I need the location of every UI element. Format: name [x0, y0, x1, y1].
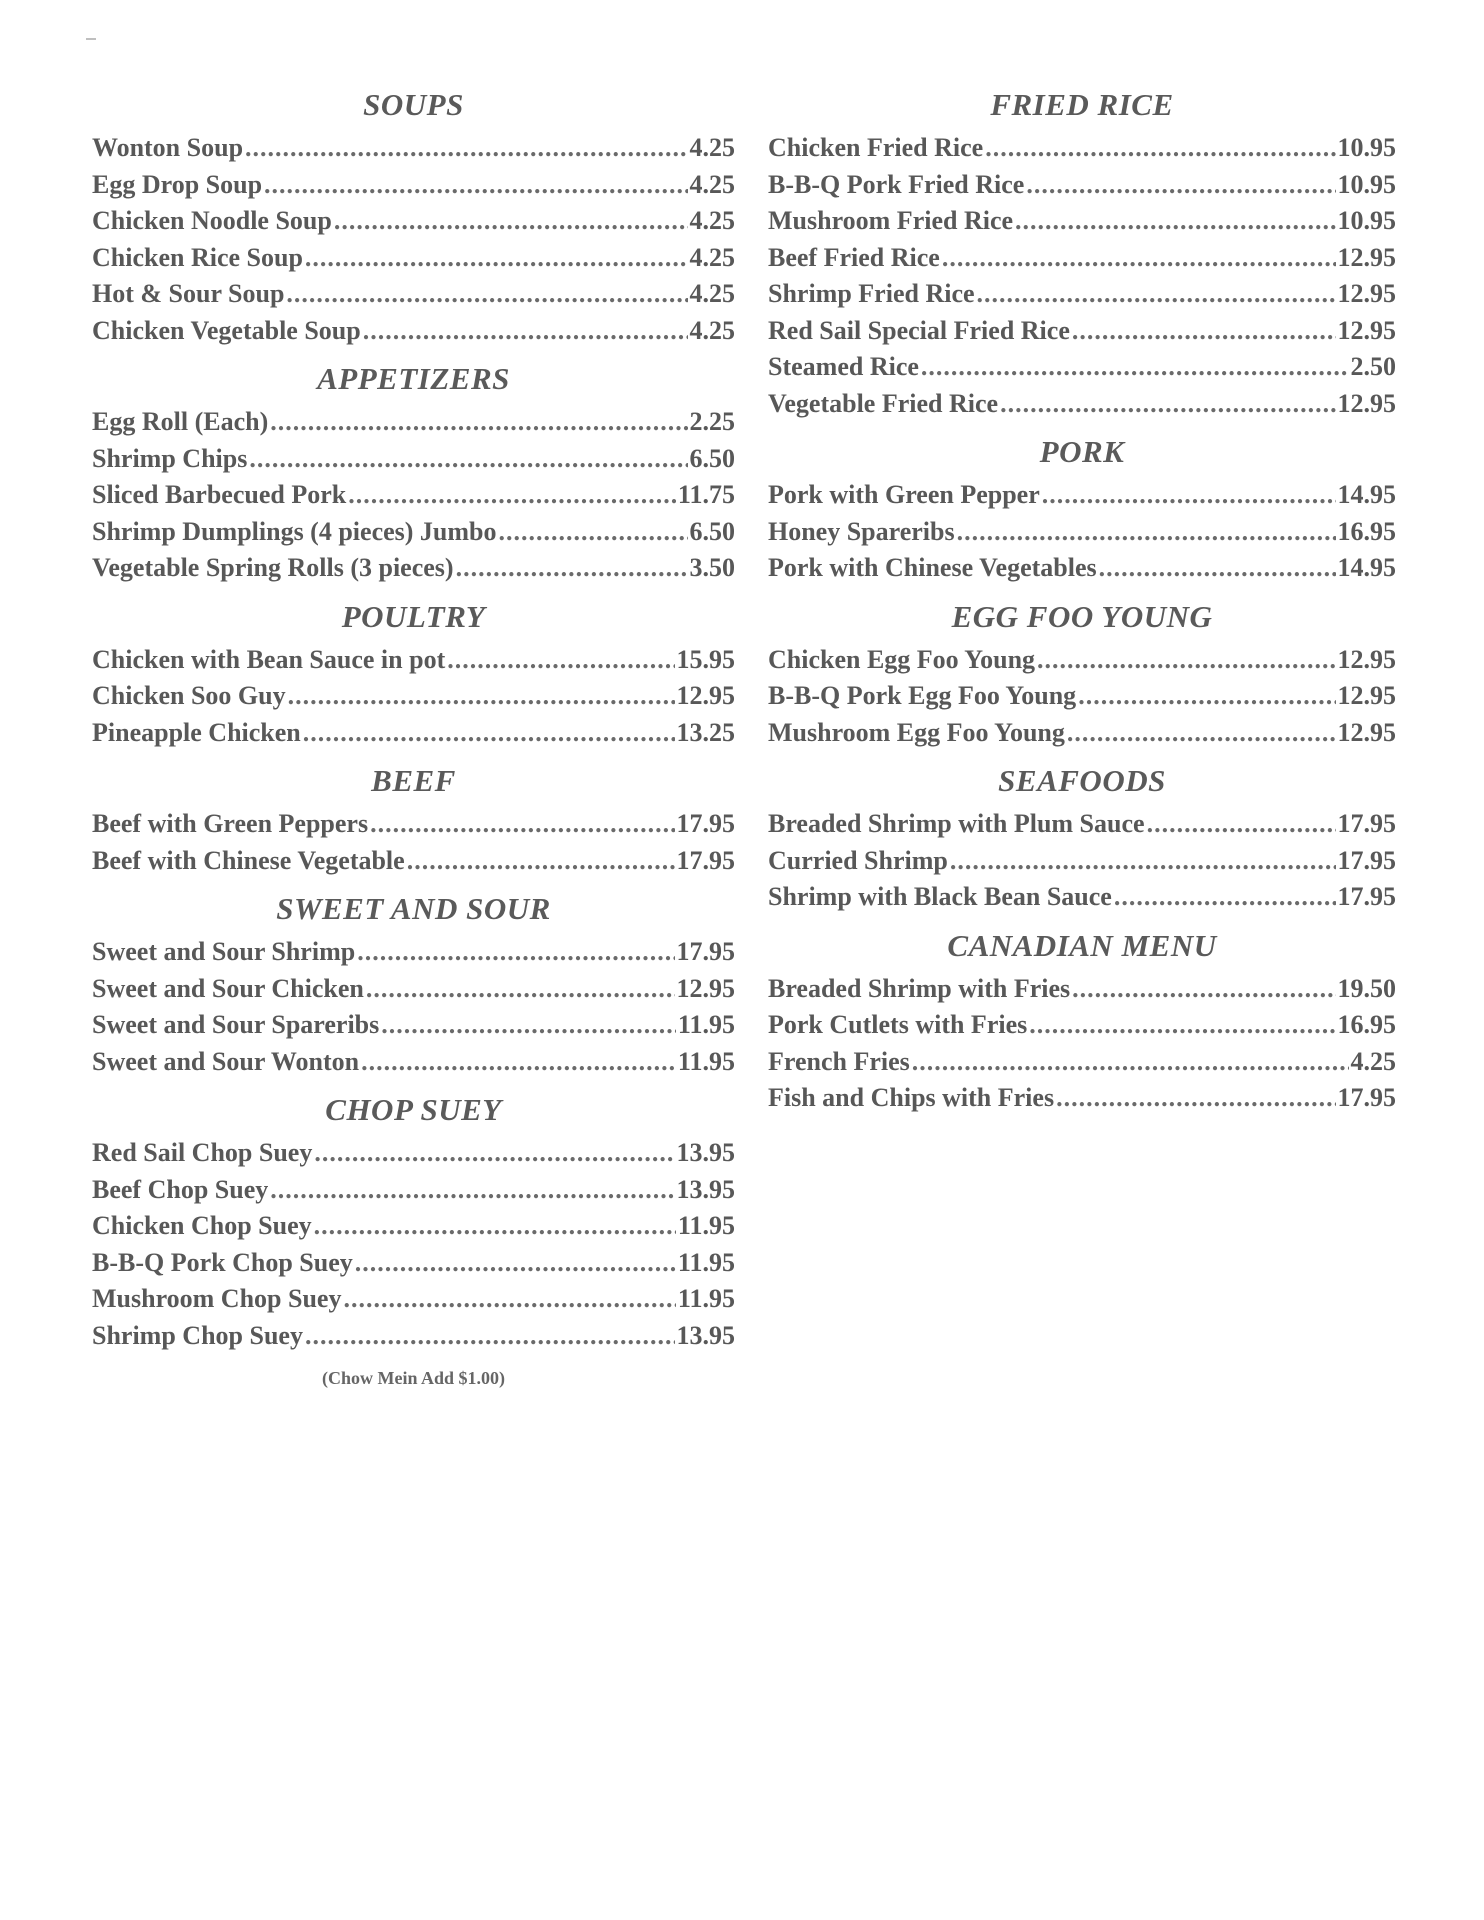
menu-item: [768, 276, 1396, 313]
menu-item-name: Chicken Vegetable Soup: [92, 315, 361, 345]
section-title-seafoods: SEAFOODS: [998, 763, 1166, 798]
section-title-canadian-menu: CANADIAN MENU: [947, 927, 1217, 963]
menu-item-price: 14.95: [1337, 553, 1396, 582]
dot-leader: [957, 514, 1336, 551]
section-title-chop-suey: CHOP SUEY: [325, 1092, 502, 1127]
dot-leader: [245, 130, 687, 167]
menu-item-price: 11.95: [677, 1046, 735, 1076]
menu-item-name: French Fries: [768, 1046, 910, 1076]
dot-leader: [447, 642, 674, 679]
menu-item: [768, 806, 1396, 843]
menu-item-price: 11.95: [677, 1247, 735, 1277]
dot-leader: [355, 1245, 676, 1282]
dot-leader: [348, 477, 676, 514]
menu-item-name: Mushroom Chop Suey: [92, 1284, 342, 1313]
dot-leader: [305, 240, 688, 277]
menu-item: [92, 971, 735, 1008]
menu-item: [92, 203, 735, 240]
menu-item-price: 15.95: [676, 644, 735, 674]
section-title-fried-rice: FRIED RICE: [990, 87, 1174, 122]
section-title-poultry: POULTRY: [341, 598, 486, 634]
menu-item-price: 16.95: [1337, 516, 1396, 546]
dot-leader: [286, 276, 687, 313]
menu-item-name: Breaded Shrimp with Plum Sauce: [768, 809, 1145, 838]
menu-item: [92, 1172, 735, 1209]
menu-item: [92, 240, 735, 277]
right-menu-column: [768, 80, 1396, 1121]
menu-item: [92, 1007, 735, 1044]
section-title-egg-foo-young: EGG FOO YOUNG: [951, 598, 1213, 634]
menu-item-price: 10.95: [1337, 206, 1396, 235]
menu-item: [92, 715, 735, 752]
menu-item-name: Beef Chop Suey: [92, 1174, 269, 1204]
menu-item: [768, 313, 1396, 350]
menu-item: [92, 167, 735, 204]
menu-item-name: Sliced Barbecued Pork: [92, 480, 347, 509]
menu-section-sweet-and-sour: [92, 934, 735, 1080]
menu-item-price: 3.50: [689, 553, 735, 582]
menu-item-name: Honey Spareribs: [768, 516, 955, 546]
menu-item-name: Hot & Sour Soup: [92, 279, 285, 308]
menu-item: [768, 879, 1396, 916]
scan-speck: [86, 38, 96, 40]
menu-item: [768, 386, 1396, 423]
menu-item-name: Pork with Green Pepper: [768, 480, 1040, 509]
menu-item-price: 17.95: [676, 845, 735, 875]
dot-leader: [270, 404, 687, 441]
menu-item-price: 6.50: [689, 443, 735, 473]
dot-leader: [1072, 971, 1335, 1008]
menu-item-price: 10.95: [1337, 169, 1396, 199]
dot-leader: [303, 715, 675, 752]
menu-item-name: Sweet and Sour Wonton: [92, 1046, 360, 1076]
menu-item: [768, 971, 1396, 1008]
dot-leader: [343, 1281, 675, 1318]
menu-item-price: 13.25: [676, 717, 735, 747]
menu-item: [92, 313, 735, 350]
menu-item-name: Chicken Soo Guy: [92, 681, 286, 710]
menu-item: [92, 642, 735, 679]
dot-leader: [1056, 1080, 1335, 1117]
dot-leader: [305, 1318, 675, 1355]
menu-item: [92, 404, 735, 441]
menu-item-name: Chicken Rice Soup: [92, 242, 303, 272]
menu-item-price: 13.95: [676, 1174, 735, 1204]
menu-item: [92, 678, 735, 715]
dot-leader: [1147, 806, 1336, 843]
menu-item-price: 4.25: [689, 169, 735, 199]
menu-item-name: Chicken with Bean Sauce in pot: [92, 644, 446, 674]
dot-leader: [1015, 203, 1335, 240]
menu-item-price: 12.95: [1337, 681, 1396, 710]
menu-item: [92, 441, 735, 478]
menu-item-price: 2.50: [1350, 352, 1396, 381]
dot-leader: [1026, 167, 1335, 204]
dot-leader: [361, 1044, 676, 1081]
menu-item-price: 17.95: [676, 809, 735, 838]
menu-item-price: 12.95: [1337, 388, 1396, 418]
menu-item-name: Shrimp Fried Rice: [768, 279, 975, 308]
menu-item-price: 6.50: [689, 516, 735, 546]
menu-item-price: 13.95: [676, 1138, 735, 1167]
menu-item: [92, 1135, 735, 1172]
menu-item: [768, 203, 1396, 240]
menu-item: [92, 1281, 735, 1318]
menu-item-name: B-B-Q Pork Chop Suey: [92, 1247, 353, 1277]
dot-leader: [456, 550, 688, 587]
menu-item-price: 10.95: [1337, 133, 1396, 162]
menu-item-name: Chicken Egg Foo Young: [768, 644, 1036, 674]
dot-leader: [499, 514, 688, 551]
dot-leader: [288, 678, 675, 715]
dot-leader: [381, 1007, 676, 1044]
menu-item: [768, 349, 1396, 386]
menu-item: [92, 477, 735, 514]
menu-item-name: Red Sail Special Fried Rice: [768, 315, 1070, 345]
menu-item-price: 2.25: [689, 407, 735, 436]
menu-item: [92, 514, 735, 551]
dot-leader: [270, 1172, 674, 1209]
menu-item-price: 14.95: [1337, 480, 1396, 509]
menu-item-price: 12.95: [676, 681, 735, 710]
menu-item-price: 12.95: [1337, 717, 1396, 747]
dot-leader: [1042, 477, 1336, 514]
menu-item-price: 4.25: [1350, 1046, 1396, 1076]
dot-leader: [249, 441, 687, 478]
menu-item-price: 12.95: [1337, 644, 1396, 674]
menu-section-canadian-menu: [768, 971, 1396, 1117]
dot-leader: [366, 971, 675, 1008]
dot-leader: [977, 276, 1336, 313]
menu-item: [768, 514, 1396, 551]
dot-leader: [942, 240, 1336, 277]
menu-item-name: Wonton Soup: [92, 133, 244, 162]
menu-item-name: Mushroom Fried Rice: [768, 206, 1014, 235]
section-title-soups: SOUPS: [363, 87, 464, 122]
menu-item: [92, 934, 735, 971]
menu-item-name: Shrimp Chop Suey: [92, 1320, 303, 1350]
menu-item: [768, 678, 1396, 715]
menu-item-price: 17.95: [1337, 809, 1396, 838]
menu-item-name: Shrimp Chips: [92, 443, 248, 473]
menu-item-name: Vegetable Fried Rice: [768, 388, 999, 418]
dot-leader: [1072, 313, 1336, 350]
menu-item: [92, 1318, 735, 1355]
dot-leader: [314, 1135, 674, 1172]
menu-item-price: 17.95: [1337, 882, 1396, 911]
menu-section-seafoods: [768, 806, 1396, 916]
dot-leader: [921, 349, 1349, 386]
menu-item-name: Sweet and Sour Shrimp: [92, 937, 356, 966]
menu-item: [92, 806, 735, 843]
dot-leader: [1037, 642, 1335, 679]
menu-item-name: Breaded Shrimp with Fries: [768, 973, 1071, 1003]
menu-item-name: Chicken Noodle Soup: [92, 206, 332, 235]
menu-item-name: Chicken Chop Suey: [92, 1211, 312, 1240]
menu-item-name: Sweet and Sour Spareribs: [92, 1010, 380, 1039]
menu-item-price: 17.95: [1337, 1083, 1396, 1112]
menu-item-name: Egg Drop Soup: [92, 169, 263, 199]
dot-leader: [334, 203, 688, 240]
menu-item: [92, 550, 735, 587]
dot-leader: [357, 934, 674, 971]
menu-section-fried-rice: [768, 130, 1396, 422]
menu-section-beef: [92, 806, 735, 879]
menu-item-name: Beef with Chinese Vegetable: [92, 845, 405, 875]
menu-item-name: Mushroom Egg Foo Young: [768, 717, 1065, 747]
menu-item-name: Curried Shrimp: [768, 845, 948, 875]
section-title-pork: PORK: [1039, 434, 1125, 469]
section-title-sweet-and-sour: SWEET AND SOUR: [276, 891, 551, 926]
menu-item-price: 4.25: [689, 315, 735, 345]
menu-item-name: Fish and Chips with Fries: [768, 1083, 1055, 1112]
menu-item-price: 12.95: [1337, 242, 1396, 272]
menu-item-name: Shrimp with Black Bean Sauce: [768, 882, 1112, 911]
menu-item-price: 11.75: [677, 480, 735, 509]
dot-leader: [264, 167, 687, 204]
dot-leader: [985, 130, 1335, 167]
menu-item-name: Chicken Fried Rice: [768, 133, 984, 162]
menu-item-price: 4.25: [689, 242, 735, 272]
dot-leader: [1099, 550, 1336, 587]
menu-item: [768, 1007, 1396, 1044]
menu-item-name: Vegetable Spring Rolls (3 pieces): [92, 553, 454, 582]
menu-item-name: Shrimp Dumplings (4 pieces) Jumbo: [92, 516, 497, 546]
menu-item-name: Sweet and Sour Chicken: [92, 973, 364, 1003]
menu-section-poultry: [92, 642, 735, 752]
dot-leader: [407, 843, 675, 880]
menu-item: [768, 843, 1396, 880]
section-title-beef: BEEF: [371, 763, 456, 798]
menu-item-price: 11.95: [677, 1010, 735, 1039]
menu-item: [768, 240, 1396, 277]
menu-item-name: Beef with Green Peppers: [92, 809, 369, 838]
menu-item-price: 4.25: [689, 133, 735, 162]
menu-item-price: 11.95: [677, 1284, 735, 1313]
menu-section-appetizers: [92, 404, 735, 587]
dot-leader: [1067, 715, 1336, 752]
menu-section-soups: [92, 130, 735, 349]
menu-item: [768, 477, 1396, 514]
menu-item-price: 4.25: [689, 206, 735, 235]
menu-item-name: B-B-Q Pork Fried Rice: [768, 169, 1025, 199]
menu-item-price: 4.25: [689, 279, 735, 308]
menu-item-price: 19.50: [1337, 973, 1396, 1003]
menu-item-name: Red Sail Chop Suey: [92, 1138, 313, 1167]
menu-section-pork: [768, 477, 1396, 587]
menu-item-name: Beef Fried Rice: [768, 242, 940, 272]
menu-item-price: 13.95: [676, 1320, 735, 1350]
dot-leader: [363, 313, 688, 350]
menu-item-price: 17.95: [676, 937, 735, 966]
menu-item-name: Pork with Chinese Vegetables: [768, 553, 1097, 582]
menu-item: [768, 715, 1396, 752]
menu-item: [92, 130, 735, 167]
menu-item-name: Pineapple Chicken: [92, 717, 301, 747]
menu-item: [768, 130, 1396, 167]
menu-item: [92, 843, 735, 880]
dot-leader: [1000, 386, 1335, 423]
menu-item-name: Egg Roll (Each): [92, 407, 269, 436]
menu-item-price: 12.95: [676, 973, 735, 1003]
menu-item: [768, 550, 1396, 587]
menu-item-price: 12.95: [1337, 315, 1396, 345]
dot-leader: [1114, 879, 1336, 916]
dot-leader: [950, 843, 1336, 880]
menu-item-name: Pork Cutlets with Fries: [768, 1010, 1028, 1039]
menu-item: [92, 1245, 735, 1282]
menu-item-name: B-B-Q Pork Egg Foo Young: [768, 681, 1077, 710]
menu-item: [92, 276, 735, 313]
dot-leader: [1078, 678, 1335, 715]
section-title-appetizers: APPETIZERS: [317, 361, 510, 396]
menu-section-egg-foo-young: [768, 642, 1396, 752]
dot-leader: [1029, 1007, 1335, 1044]
dot-leader: [912, 1044, 1349, 1081]
menu-item: [768, 167, 1396, 204]
dot-leader: [370, 806, 674, 843]
menu-item: [768, 642, 1396, 679]
menu-item: [768, 1044, 1396, 1081]
menu-item: [768, 1080, 1396, 1117]
menu-item: [92, 1208, 735, 1245]
menu-item-price: 11.95: [677, 1211, 735, 1240]
menu-item-price: 16.95: [1337, 1010, 1396, 1039]
menu-item-name: Steamed Rice: [768, 352, 919, 381]
dot-leader: [314, 1208, 676, 1245]
menu-section-chop-suey: [92, 1135, 735, 1354]
menu-item-price: 12.95: [1337, 279, 1396, 308]
left-menu-column: [92, 80, 735, 1389]
chow-mein-note: (Chow Mein Add $1.00): [321, 1368, 505, 1388]
menu-item: [92, 1044, 735, 1081]
menu-item-price: 17.95: [1337, 845, 1396, 875]
